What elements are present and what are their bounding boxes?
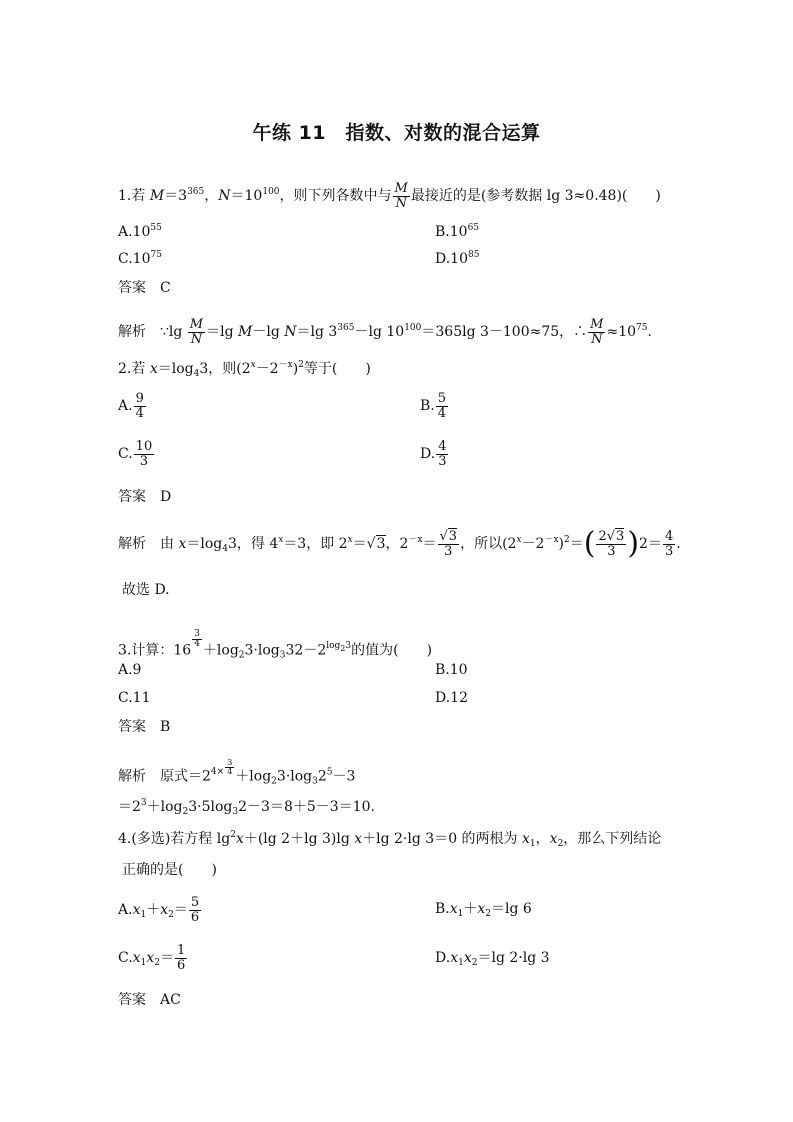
q1-option-c: $C.10^{75}$ [118, 250, 162, 267]
q1-option-b: $B.10^{65}$ [435, 223, 480, 240]
q3-option-a: A.9 [118, 662, 142, 678]
q3-answer: 答案 B [118, 719, 171, 735]
q3-option-b: B.10 [435, 662, 468, 678]
q4-option-b: $B.x_1+x_2=\lg$ 6 [435, 901, 532, 919]
q3-option-d: D.12 [435, 690, 468, 706]
q1-answer: 答案 C [118, 280, 171, 296]
q2-answer: 答案 D [118, 489, 172, 505]
q4-option-c: $C.x_1x_2=$ $\frac{1}{6}$ [118, 943, 186, 973]
q2-option-d: D. $\frac{4}{3}$ [420, 439, 447, 469]
q2-option-c: C. $\frac{10}{3}$ [118, 439, 153, 469]
q4-stem: 4.(多选)若方程 $\lg^2x+(\lg$ 2＋lg 3)lg x＋lg 2·lg 3＝0 的两根为 $x_1$，$x_2$，那么下列结论 [118, 830, 662, 849]
q3-analysis-line2: $=2^3+\log_23\cdot 5\log_32-3=8+5-3=10$. [118, 798, 375, 817]
page-title: 午练 11 指数、对数的混合运算 [252, 122, 541, 144]
q3-option-c: C.11 [118, 690, 151, 706]
q4-answer: 答案 AC [118, 992, 181, 1008]
q2-option-b: B. $\frac{5}{4}$ [420, 391, 447, 421]
q4-option-a: $A.x_1+x_2=$ $\frac{5}{6}$ [118, 895, 200, 925]
q3-analysis: 解析 原式$=2^{4\times \frac{3}{4}}$ $+\log_23\cdot\log_32^5-3$ [118, 758, 356, 787]
q4-stem-line2: 正确的是( ) [122, 862, 217, 878]
q2-option-a: A. $\frac{9}{4}$ [118, 391, 144, 421]
fraction-m-over-n: $\frac{M}{N}$ [394, 181, 408, 211]
q1-option-a: $A.10^{55}$ [118, 223, 162, 240]
q3-stem: 3.计算：16 $\frac{3}{4}$ $+\log_23\cdot\log_332-2^{log_23}$的值为( ) [118, 629, 433, 661]
q4-option-d: $D.x_1x_2=\lg$ 2·lg 3 [435, 950, 550, 968]
q2-analysis-line2: 故选 D. [122, 582, 170, 598]
q1-stem: 1.若 $M=3^{365}$，$N=10^{100}$，则下列各数中与 $\frac{M}{N}$ 最接近的是(参考数据 lg 3≈0.48)( ) [118, 181, 661, 211]
q2-analysis: 解析 由 $x=\log_43$，得 $4^x=3$，即 $2^x=√3$，$2^{-x}=$ $\frac{√3}{3}$ ，所以$(2^x-2^{-x})^2=$( $\frac{2√3}{3}$ )2＝ $\frac{4}{3}$ . [118, 526, 681, 562]
q1-analysis: 解析 ∵lg $\frac{M}{N}$ ＝lg M－lg N＝lg $3^{365}-\lg$ $10^{100}=365\lg$ 3－100≈75，∴ $\frac{M}{N}$ $\approx 10^{75}$. [118, 317, 652, 347]
q1-option-d: $D.10^{85}$ [435, 250, 480, 267]
q2-stem: 2.若 $x=\log_43$，则$(2^x-2^{-x})^2$等于( ) [118, 360, 371, 379]
